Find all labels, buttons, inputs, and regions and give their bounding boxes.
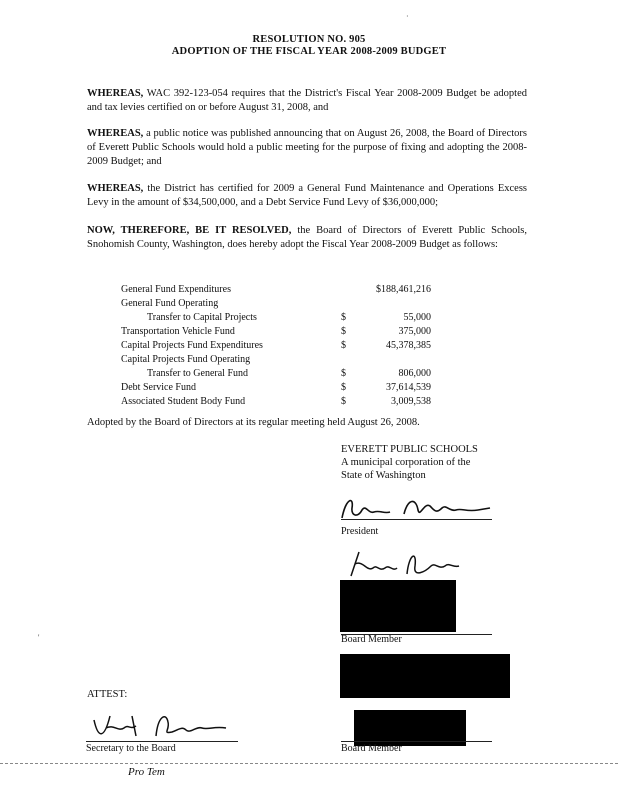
budget-currency: $ bbox=[341, 368, 346, 379]
budget-row bbox=[121, 353, 431, 367]
attest-label: ATTEST: bbox=[87, 689, 128, 700]
budget-row bbox=[121, 297, 431, 311]
redaction-block bbox=[340, 654, 510, 698]
secretary-annotation: Pro Tem bbox=[128, 766, 165, 778]
president-label: President bbox=[341, 526, 379, 537]
whereas-paragraph-1 bbox=[87, 87, 527, 115]
budget-label: Transfer to Capital Projects bbox=[147, 312, 257, 323]
budget-row bbox=[121, 367, 431, 381]
resolution-title: RESOLUTION NO. 905 bbox=[252, 34, 366, 45]
scan-mark: · bbox=[406, 12, 409, 21]
organization-line: A municipal corporation of the bbox=[341, 457, 471, 468]
adoption-statement: Adopted by the Board of Directors at its regular meeting held August 26, 2008. bbox=[87, 417, 420, 428]
secretary-signature-line bbox=[86, 741, 238, 742]
secretary-signature bbox=[86, 706, 236, 746]
budget-row bbox=[121, 339, 431, 353]
budget-row bbox=[121, 381, 431, 395]
paragraph-text: the District has certified for 2009 a General Fund Maintenance and Operations Excess Levy in the amount of $34,500,000, and a Debt Service Fund Levy of $36,000,000; bbox=[87, 183, 527, 208]
paragraph-lead: WHEREAS, bbox=[87, 183, 144, 194]
paragraph-lead: WHEREAS, bbox=[87, 88, 144, 99]
budget-amount: 3,009,538 bbox=[391, 396, 431, 407]
budget-row bbox=[121, 395, 431, 409]
organization-name: EVERETT PUBLIC SCHOOLS bbox=[341, 444, 478, 455]
budget-label: General Fund Expenditures bbox=[121, 284, 231, 295]
board-member-2-label: Board Member bbox=[341, 743, 402, 754]
budget-amount: $188,461,216 bbox=[376, 284, 431, 295]
budget-amount: 806,000 bbox=[398, 368, 431, 379]
paragraph-text: a public notice was published announcing that on August 26, 2008, the Board of Directors of Everett Public Schools would hold a public meeting for the purpose of fixing and adopting the 2008-2009 Budget; and bbox=[87, 128, 527, 167]
budget-amount: 45,378,385 bbox=[386, 340, 431, 351]
budget-row bbox=[121, 283, 431, 297]
paragraph-text: the Board of Directors of Everett Public Schools, Snohomish County, Washington, does hereby adopt the Fiscal Year 2008-2009 Budget as follows: bbox=[87, 225, 528, 250]
scan-mark: ' bbox=[38, 633, 40, 642]
paragraph-lead: NOW, THEREFORE, BE IT RESOLVED, bbox=[87, 225, 292, 236]
resolution-subtitle: ADOPTION OF THE FISCAL YEAR 2008-2009 BUDGET bbox=[171, 46, 447, 57]
budget-currency: $ bbox=[341, 396, 346, 407]
budget-label: General Fund Operating bbox=[121, 298, 219, 309]
budget-table bbox=[121, 283, 431, 409]
paragraph-lead: WHEREAS, bbox=[87, 128, 144, 139]
budget-currency: $ bbox=[341, 382, 346, 393]
budget-currency: $ bbox=[341, 326, 346, 337]
budget-label: Debt Service Fund bbox=[121, 382, 196, 393]
president-signature-line bbox=[341, 519, 492, 520]
budget-row bbox=[121, 325, 431, 339]
budget-amount: 37,614,539 bbox=[386, 382, 431, 393]
budget-currency: $ bbox=[341, 340, 346, 351]
organization-line: State of Washington bbox=[341, 470, 426, 481]
budget-label: Transportation Vehicle Fund bbox=[121, 326, 235, 337]
board-member-1-label: Board Member bbox=[341, 634, 402, 645]
budget-currency: $ bbox=[341, 312, 346, 323]
budget-label: Transfer to General Fund bbox=[147, 368, 249, 379]
redaction-block bbox=[340, 580, 456, 632]
board-member-signature bbox=[345, 546, 465, 582]
budget-label: Capital Projects Fund Operating bbox=[121, 354, 251, 365]
organization-block bbox=[341, 443, 478, 482]
whereas-paragraph-3 bbox=[87, 182, 527, 210]
budget-label: Associated Student Body Fund bbox=[121, 396, 246, 407]
page-edge-artifact bbox=[0, 763, 618, 764]
budget-label: Capital Projects Fund Expenditures bbox=[121, 340, 263, 351]
secretary-label: Secretary to the Board bbox=[86, 743, 176, 754]
board-member-2-signature-line bbox=[341, 741, 492, 742]
president-signature bbox=[338, 492, 498, 526]
resolved-paragraph bbox=[87, 224, 527, 252]
budget-amount: 55,000 bbox=[403, 312, 431, 323]
paragraph-text: WAC 392-123-054 requires that the District's Fiscal Year 2008-2009 Budget be adopted and tax levies certified on or before August 31, 2008, and bbox=[87, 88, 527, 113]
whereas-paragraph-2 bbox=[87, 127, 527, 169]
budget-row bbox=[121, 311, 431, 325]
budget-amount: 375,000 bbox=[398, 326, 431, 337]
